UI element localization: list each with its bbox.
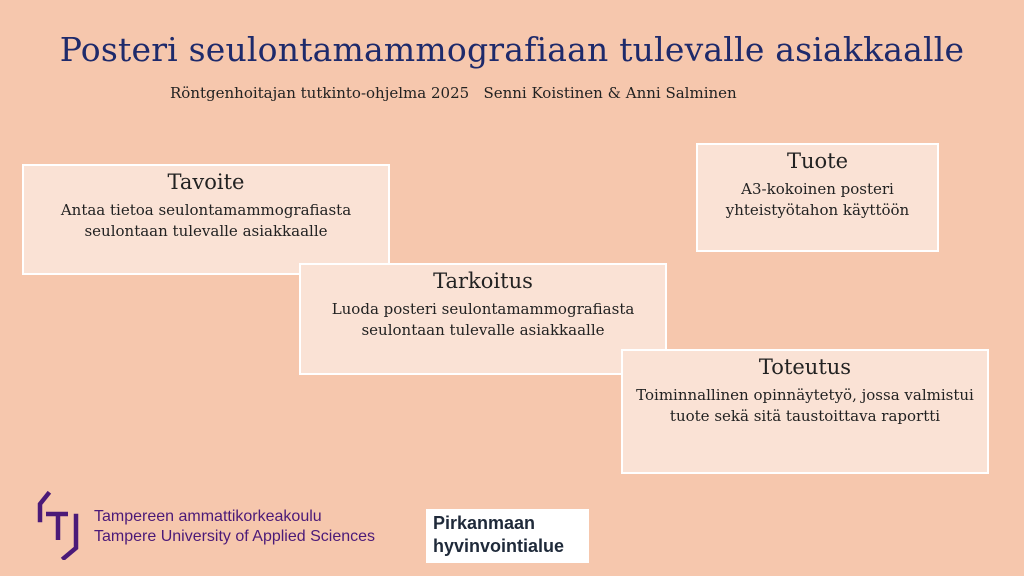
tamk-logo-icon <box>36 490 92 560</box>
tavoite-heading: Tavoite <box>167 170 245 194</box>
slide-subtitle: Röntgenhoitajan tutkinto-ohjelma 2025 Senni Koistinen & Anni Salminen <box>170 84 737 102</box>
tavoite-text: Antaa tietoa seulontamammografiasta seulontaan tulevalle asiakkaalle <box>60 201 352 240</box>
tarkoitus-heading: Tarkoitus <box>433 269 533 293</box>
pirha-name-line1: Pirkanmaan <box>433 513 536 533</box>
slide-title: Posteri seulontamammografiaan tulevalle asiakkaalle <box>59 30 965 69</box>
tarkoitus-text: Luoda posteri seulontamammografiasta seulontaan tulevalle asiakkaalle <box>331 300 635 339</box>
tamk-name-fi: Tampereen ammattikorkeakoulu <box>94 508 322 525</box>
pirha-logo <box>426 509 589 563</box>
tamk-name-en: Tampere University of Applied Sciences <box>94 528 376 545</box>
tuote-heading: Tuote <box>786 149 849 173</box>
tuote-box <box>696 143 939 252</box>
tamk-logo <box>36 490 436 560</box>
tavoite-box <box>22 164 390 275</box>
pirha-name-line2: hyvinvointialue <box>433 536 565 556</box>
tarkoitus-box <box>299 263 667 375</box>
toteutus-text: Toiminnallinen opinnäytetyö, jossa valmistui tuote sekä sitä taustoittava raportti <box>636 386 974 425</box>
toteutus-box <box>621 349 989 474</box>
toteutus-heading: Toteutus <box>758 355 852 379</box>
tuote-text: A3-kokoinen posteri yhteistyötahon käyttöön <box>725 180 910 219</box>
